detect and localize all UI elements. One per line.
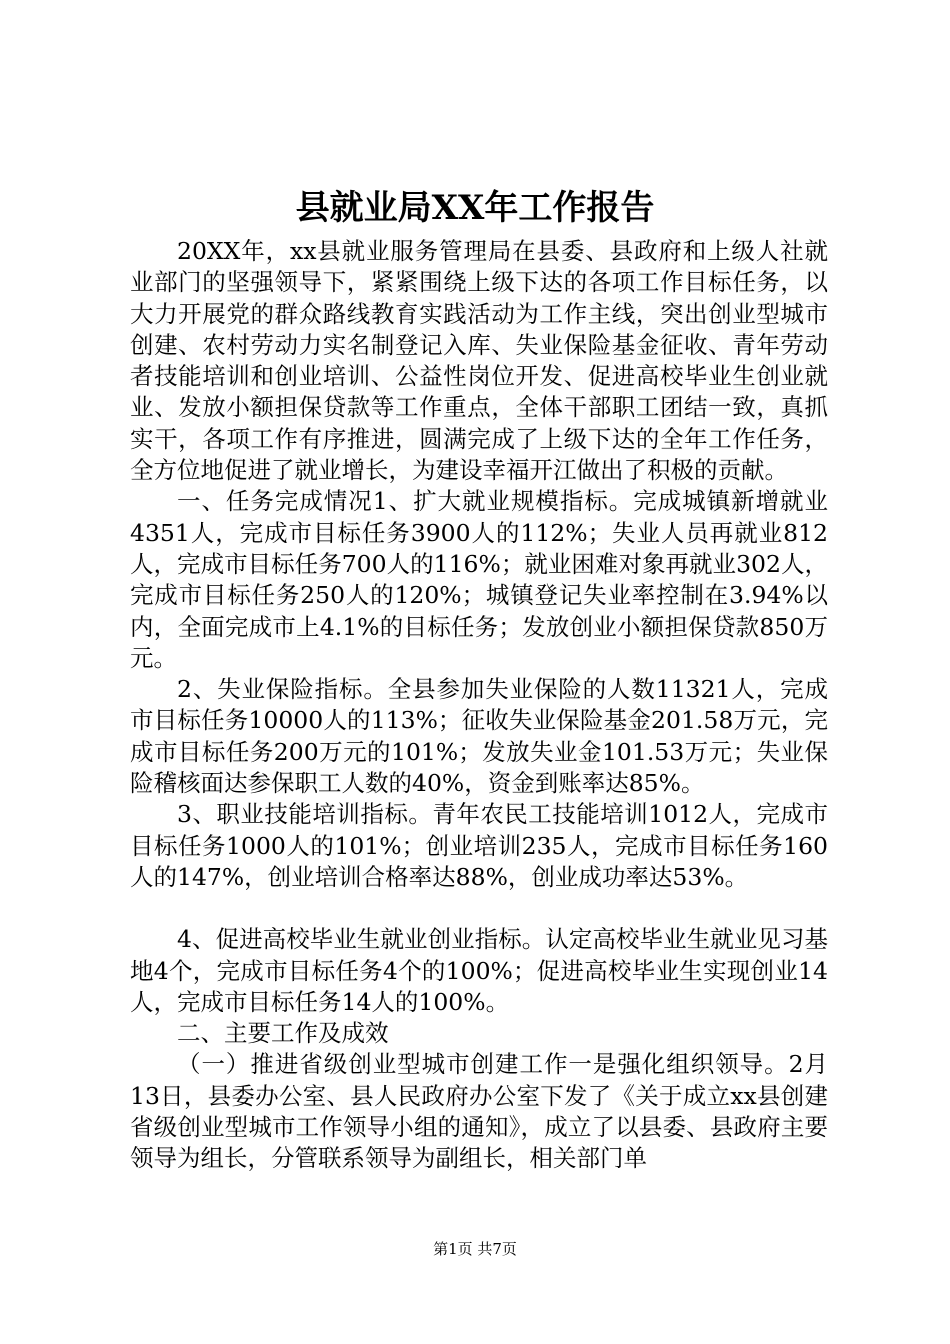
paragraph-skills-training: 3、职业技能培训指标。青年农民工技能培训1012人，完成市目标任务1000人的101%；创业培训235人，完成市目标任务160人的147%，创业培训合格率达88%，创业成功率达53%。 <box>130 800 828 891</box>
paragraph-task-overview: 一、任务完成情况1、扩大就业规模指标。完成城镇新增就业4351人，完成市目标任务3900人的112%；失业人员再就业812人，完成市目标任务700人的116%；就业困难对象再就业302人，完成市目标任务250人的120%；城镇登记失业率控制在3.94%以内，全面完成市上4.1%的目标任务；发放创业小额担保贷款850万元。 <box>130 487 828 672</box>
document-title: 县就业局XX年工作报告 <box>295 188 655 228</box>
section-heading-main-work: 二、主要工作及成效 <box>177 1019 389 1048</box>
paragraph-intro: 20XX年，xx县就业服务管理局在县委、县政府和上级人社就业部门的坚强领导下，紧紧围绕上级下达的各项工作目标任务，以大力开展党的群众路线教育实践活动为工作主线，突出创业型城市创建、农村劳动力实名制登记入库、失业保险基金征收、青年劳动者技能培训和创业培训、公益性岗位开发、促进高校毕业生创业就业、发放小额担保贷款等工作重点，全体干部职工团结一致，真抓实干，各项工作有序推进，圆满完成了上级下达的全年工作任务，全方位地促进了就业增长，为建设幸福开江做出了积极的贡献。 <box>130 237 828 485</box>
document-body <box>130 236 828 1175</box>
paragraph-entrepreneurial-city: （一）推进省级创业型城市创建工作一是强化组织领导。2月13日，县委办公室、县人民政府办公室下发了《关于成立xx县创建省级创业型城市工作领导小组的通知》，成立了以县委、县政府主要领导为组长，分管联系领导为副组长，相关部门单 <box>130 1050 828 1173</box>
page-footer: 第1页 共7页 <box>433 1240 517 1258</box>
paragraph-unemployment-insurance: 2、失业保险指标。全县参加失业保险的人数11321人，完成市目标任务10000人的113%；征收失业保险基金201.58万元，完成市目标任务200万元的101%；发放失业金101.53万元；失业保险稽核面达参保职工人数的40%，资金到账率达85%。 <box>130 675 828 798</box>
paragraph-graduates: 4、促进高校毕业生就业创业指标。认定高校毕业生就业见习基地4个，完成市目标任务4个的100%；促进高校毕业生实现创业14人，完成市目标任务14人的100%。 <box>130 925 828 1016</box>
